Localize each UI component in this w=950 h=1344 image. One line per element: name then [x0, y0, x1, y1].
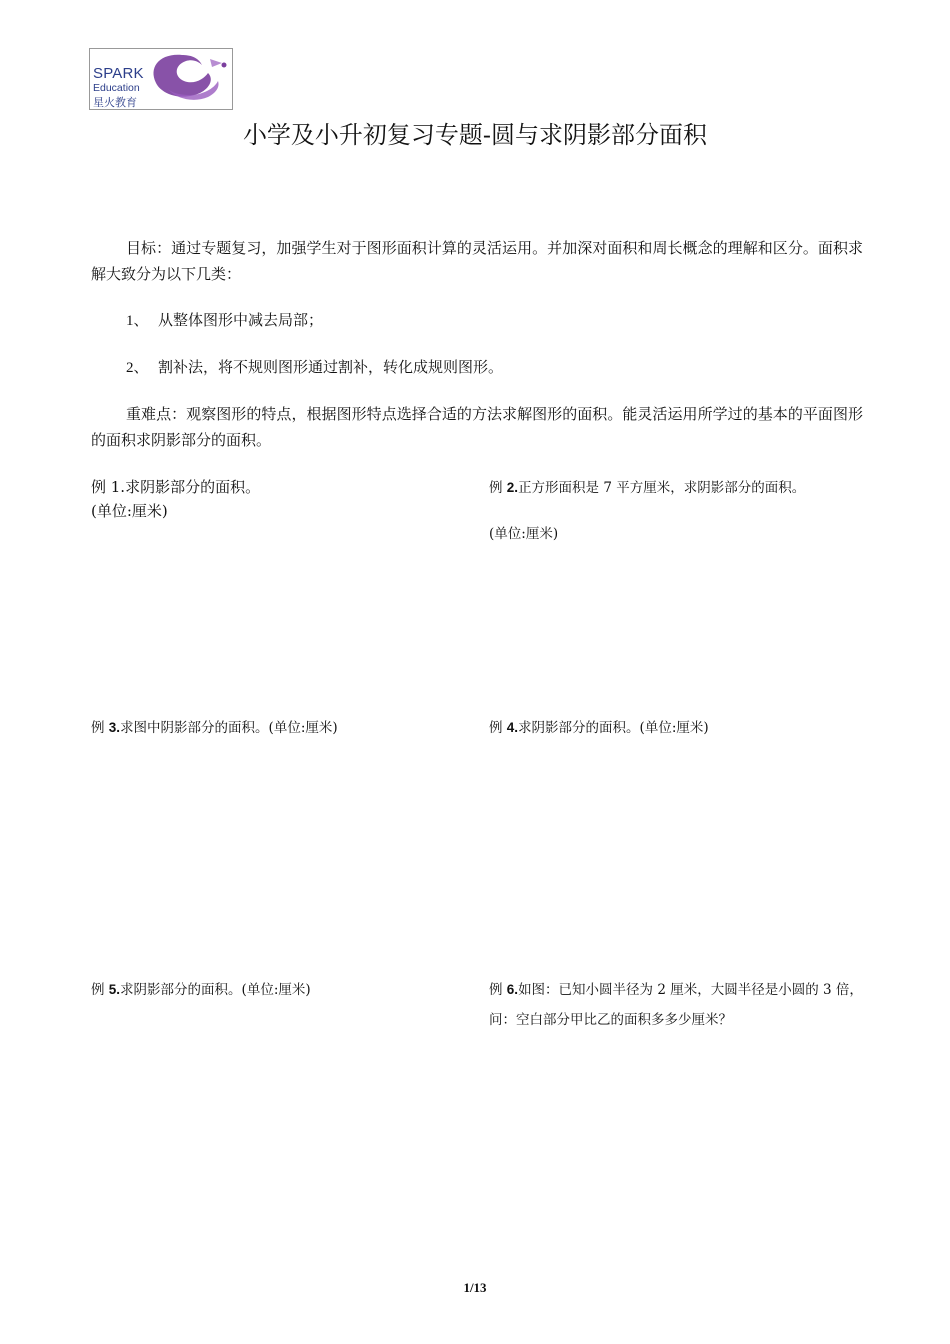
example-6 — [489, 978, 874, 1032]
example-4-number: 4. — [506, 720, 519, 735]
example-3 — [91, 716, 338, 740]
example-1-text: 求阴影部分的面积。 — [125, 478, 261, 496]
logo-sub-text: Education — [93, 82, 140, 94]
example-6-text: 如图：已知小圆半径为 2 厘米，大圆半径是小圆的 3 倍， — [518, 982, 863, 998]
logo-brand-text: SPARK — [93, 65, 144, 82]
key-points-paragraph: 重难点：观察图形的特点，根据图形特点选择合适的方法求解图形的面积。能灵活运用所学过的基本的平面图形的面积求阴影部分的面积。 — [91, 405, 863, 449]
example-6-prefix: 例 — [489, 982, 507, 998]
example-4 — [489, 716, 709, 740]
list-item — [126, 307, 323, 334]
example-5-text: 求阴影部分的面积。(单位:厘米) — [120, 982, 311, 998]
page-title: 小学及小升初复习专题-圆与求阴影部分面积 — [242, 121, 708, 149]
example-3-prefix: 例 — [91, 720, 109, 736]
example-1-prefix: 例 1. — [91, 478, 126, 496]
spark-logo — [89, 48, 233, 110]
list-item-text: 从整体图形中减去局部； — [158, 311, 324, 329]
example-6-number: 6. — [506, 982, 519, 997]
example-2-unit: (单位:厘米) — [489, 526, 559, 542]
example-5 — [91, 978, 311, 1002]
list-item-text: 割补法，将不规则图形通过割补，转化成规则图形。 — [158, 358, 504, 376]
list-item-number: 2、 — [126, 360, 149, 376]
list-item-number: 1、 — [126, 313, 149, 329]
example-2-prefix: 例 — [489, 480, 507, 496]
logo-cn-text: 星火教育 — [93, 96, 137, 109]
example-2 — [489, 476, 805, 500]
example-3-number: 3. — [108, 720, 121, 735]
example-5-prefix: 例 — [91, 982, 109, 998]
list-item — [126, 354, 503, 381]
example-3-text: 求图中阴影部分的面积。(单位:厘米) — [120, 720, 338, 736]
example-2-number: 2. — [506, 480, 519, 495]
example-1-unit: (单位:厘米) — [91, 502, 168, 520]
example-6-question: 问：空白部分甲比乙的面积多多少厘米？ — [489, 1012, 732, 1028]
example-4-prefix: 例 — [489, 720, 507, 736]
example-5-number: 5. — [108, 982, 121, 997]
example-1 — [91, 475, 260, 523]
goal-paragraph: 目标：通过专题复习，加强学生对于图形面积计算的灵活运用。并加深对面积和周长概念的理解和区分。面积求解大致分为以下几类： — [91, 239, 863, 283]
example-4-text: 求阴影部分的面积。(单位:厘米) — [518, 720, 709, 736]
page-number: 1/13 — [463, 1280, 487, 1295]
example-2-text: 正方形面积是 7 平方厘米，求阴影部分的面积。 — [518, 480, 806, 496]
